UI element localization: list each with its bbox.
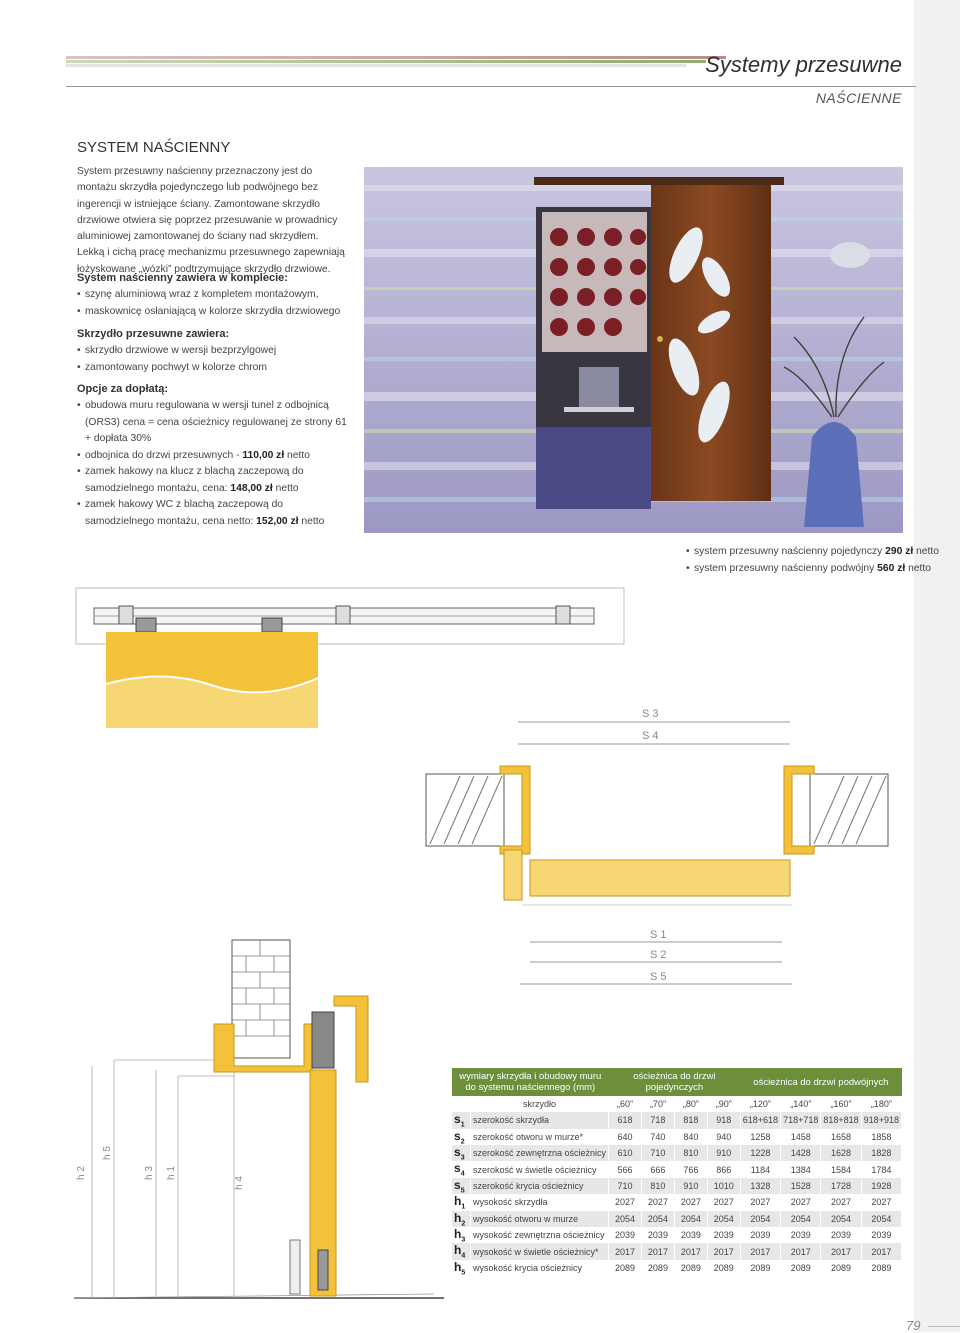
table-cell: 910 [674, 1178, 707, 1194]
dim-label-s4: S 4 [642, 730, 659, 742]
list-item [77, 464, 349, 497]
table-cell: 810 [641, 1178, 674, 1194]
table-cell: 1858 [861, 1129, 901, 1145]
symbol-letter: s [454, 1112, 461, 1127]
table-cell: „140” [781, 1096, 821, 1112]
table-cell: „70” [641, 1096, 674, 1112]
symbol-letter: h [454, 1243, 462, 1258]
list-item: • maskownicę osłaniającą w kolorze skrzydła drzwiowego [77, 304, 349, 321]
table-cell: 2017 [674, 1243, 707, 1259]
table-cell: 740 [641, 1129, 674, 1145]
symbol-letter: s [454, 1145, 461, 1160]
table-cell: 2039 [609, 1227, 642, 1243]
table-cell-symbol [452, 1129, 471, 1145]
table-cell-symbol [452, 1243, 471, 1259]
table-cell: „120” [740, 1096, 780, 1112]
table-cell: 2039 [740, 1227, 780, 1243]
table-cell: 1584 [821, 1161, 861, 1177]
table-cell: 2027 [609, 1194, 642, 1210]
side-section-drawing [74, 920, 444, 1304]
table-cell: 2089 [821, 1260, 861, 1276]
table-cell-symbol [452, 1194, 471, 1210]
dim-label-h5: h 5 [102, 1146, 113, 1160]
table-row [452, 1129, 902, 1145]
table-cell: 2054 [609, 1211, 642, 1227]
table-row [452, 1112, 902, 1128]
kit-heading: System naścienny zawiera w komplecie: [77, 272, 288, 284]
table-cell: 2054 [861, 1211, 901, 1227]
symbol-letter: s [454, 1161, 461, 1176]
table-cell: 1184 [740, 1161, 780, 1177]
table-cell: 566 [609, 1161, 642, 1177]
price-value: 560 zł [877, 563, 906, 574]
table-cell: 1428 [781, 1145, 821, 1161]
option-text: zamek hakowy WC z blachą zaczepową do samodzielnego montażu, cena netto: [85, 499, 284, 527]
dimensions-table [452, 1068, 902, 1276]
symbol-index: 4 [460, 1170, 465, 1178]
table-cell: 2017 [821, 1243, 861, 1259]
symbol-index: 3 [460, 1154, 465, 1162]
page-subtitle: NAŚCIENNE [815, 90, 902, 106]
table-cell: „160” [821, 1096, 861, 1112]
table-cell: 2039 [641, 1227, 674, 1243]
symbol-letter: h [454, 1210, 462, 1225]
table-cell: 2054 [781, 1211, 821, 1227]
option-suffix: netto [272, 482, 299, 494]
table-cell: 2054 [674, 1211, 707, 1227]
table-cell: 1384 [781, 1161, 821, 1177]
table-cell: 2054 [821, 1211, 861, 1227]
symbol-index: 1 [460, 1121, 465, 1129]
table-cell: 666 [641, 1161, 674, 1177]
symbol-letter: s [454, 1177, 461, 1192]
table-cell: 2039 [707, 1227, 740, 1243]
price-suffix: netto [913, 546, 939, 557]
options-list [77, 398, 349, 530]
price-list [686, 543, 939, 577]
table-cell: 2027 [861, 1194, 901, 1210]
dim-label-h2: h 2 [76, 1166, 87, 1180]
header-band-1 [66, 56, 726, 59]
table-cell: 2039 [781, 1227, 821, 1243]
table-cell: 2027 [641, 1194, 674, 1210]
table-cell: 2089 [674, 1260, 707, 1276]
table-cell: 818+818 [821, 1112, 861, 1128]
table-cell: 2039 [861, 1227, 901, 1243]
list-item [77, 448, 349, 465]
table-cell: 818 [674, 1112, 707, 1128]
table-cell: 2089 [609, 1260, 642, 1276]
price-value: 290 zł [885, 546, 914, 557]
list-item [77, 398, 349, 448]
header-band-2 [66, 60, 706, 63]
list-item [686, 543, 939, 560]
table-row [452, 1161, 902, 1177]
table-cell: 710 [641, 1145, 674, 1161]
option-suffix: netto [298, 515, 325, 527]
table-row [452, 1211, 902, 1227]
page-number: 79 [906, 1318, 921, 1333]
table-header-single: ościeżnica do drzwi pojedynczych [609, 1068, 741, 1096]
table-cell-symbol [452, 1178, 471, 1194]
table-cell: 1828 [861, 1145, 901, 1161]
table-cell: 2027 [674, 1194, 707, 1210]
table-cell: 910 [707, 1145, 740, 1161]
table-cell-symbol [452, 1211, 471, 1227]
table-cell-label: wysokość skrzydła [471, 1194, 609, 1210]
options-heading: Opcje za dopłatą: [77, 383, 169, 395]
table-cell-symbol [452, 1260, 471, 1276]
list-item: • skrzydło drzwiowe w wersji bezprzylgowej [77, 343, 349, 360]
list-item: • szynę aluminiową wraz z kompletem montażowym, [77, 287, 349, 304]
table-cell: 1228 [740, 1145, 780, 1161]
table-cell: 2089 [707, 1260, 740, 1276]
table-cell: 1328 [740, 1178, 780, 1194]
option-text: zamek hakowy na klucz z blachą zaczepową do samodzielnego montażu, cena: [85, 466, 304, 494]
table-cell: 918 [707, 1112, 740, 1128]
table-cell-label: szerokość zewnętrzna ościeżnicy [471, 1145, 609, 1161]
table-cell-label: szerokość w świetle ościeżnicy [471, 1161, 609, 1177]
table-cell: 2039 [821, 1227, 861, 1243]
table-cell: 710 [609, 1178, 642, 1194]
table-cell: 2039 [674, 1227, 707, 1243]
leaf-list [77, 343, 349, 376]
symbol-index: 4 [461, 1252, 466, 1260]
dim-label-h1: h 1 [166, 1166, 177, 1180]
table-cell: 2017 [609, 1243, 642, 1259]
table-cell: „180” [861, 1096, 901, 1112]
frame-top-section-drawing [420, 700, 896, 910]
table-cell-symbol [452, 1112, 471, 1128]
table-row-sizes [452, 1096, 902, 1112]
symbol-index: 5 [460, 1187, 465, 1195]
table-cell: 2054 [641, 1211, 674, 1227]
table-cell: 1628 [821, 1145, 861, 1161]
system-heading: SYSTEM NAŚCIENNY [77, 139, 231, 156]
table-cell: „80” [674, 1096, 707, 1112]
table-row [452, 1260, 902, 1276]
table-cell: 610 [609, 1145, 642, 1161]
table-header-double: ościeżnica do drzwi podwójnych [740, 1068, 901, 1096]
table-cell: 1258 [740, 1129, 780, 1145]
table-cell: 840 [674, 1129, 707, 1145]
table-cell: 918+918 [861, 1112, 901, 1128]
dim-label-s1: S 1 [650, 929, 667, 941]
table-cell: 2017 [707, 1243, 740, 1259]
table-cell: 2089 [740, 1260, 780, 1276]
table-cell-symbol [452, 1227, 471, 1243]
page-number-rule [928, 1326, 960, 1327]
table-cell: 618+618 [740, 1112, 780, 1128]
table-header-dimensions: wymiary skrzydła i obudowy muru do systemu naściennego (mm) [452, 1068, 609, 1096]
table-cell: 618 [609, 1112, 642, 1128]
table-cell: 2017 [781, 1243, 821, 1259]
title-rule [66, 86, 916, 87]
table-cell: „90” [707, 1096, 740, 1112]
table-cell: 1928 [861, 1178, 901, 1194]
table-cell: 640 [609, 1129, 642, 1145]
intro-text: System przesuwny naścienny przeznaczony jest do montażu skrzydła pojedynczego lub podwójnego bez ingerencji w istniejące ściany. Zamontowane skrzydło drzwiowe otwiera się poprzez przesuwanie w prowadnicy aluminiowej zamontowanej do ściany nad skrzydłem. Lekką i cichą pracę mechanizmu przesuwnego zapewniają łożyskowane „wózki” podtrzymujące skrzydło drzwiowe. [77, 166, 345, 275]
table-cell: 940 [707, 1129, 740, 1145]
table-row [452, 1227, 902, 1243]
list-item: • zamontowany pochwyt w kolorze chrom [77, 360, 349, 377]
price-suffix: netto [905, 563, 931, 574]
option-suffix: netto [284, 449, 310, 461]
symbol-index: 2 [461, 1220, 466, 1228]
table-cell-label: szerokość otworu w murze* [471, 1129, 609, 1145]
symbol-index: 5 [461, 1269, 466, 1277]
table-cell-leaf-label: skrzydło [471, 1096, 609, 1112]
price-text: system przesuwny naścienny podwójny [694, 563, 878, 574]
symbol-letter: s [454, 1128, 461, 1143]
table-cell: 2054 [707, 1211, 740, 1227]
table-cell: 2027 [781, 1194, 821, 1210]
table-row [452, 1145, 902, 1161]
table-header-row [452, 1068, 902, 1096]
table-row [452, 1194, 902, 1210]
frame-bottom-dimensions [520, 920, 792, 990]
table-cell: 1658 [821, 1129, 861, 1145]
symbol-index: 2 [460, 1138, 465, 1146]
table-cell: 718+718 [781, 1112, 821, 1128]
table-cell: 2089 [781, 1260, 821, 1276]
table-cell-label: szerokość krycia ościeżnicy [471, 1178, 609, 1194]
table-cell: 2027 [740, 1194, 780, 1210]
table-cell: 1728 [821, 1178, 861, 1194]
list-item [686, 560, 939, 577]
table-cell: 810 [674, 1145, 707, 1161]
table-row [452, 1243, 902, 1259]
dim-label-h3: h 3 [144, 1166, 155, 1180]
table-cell: 2027 [821, 1194, 861, 1210]
option-price: 148,00 zł [230, 482, 273, 494]
table-cell-label: szerokość skrzydła [471, 1112, 609, 1128]
symbol-index: 3 [461, 1236, 466, 1244]
table-cell-symbol [452, 1145, 471, 1161]
option-price: 152,00 zł [256, 515, 299, 527]
kit-list [77, 287, 349, 320]
page-title: Systemy przesuwne [705, 52, 902, 77]
dim-label-s3: S 3 [642, 708, 659, 720]
dim-label-s2: S 2 [650, 949, 667, 961]
table-cell: 766 [674, 1161, 707, 1177]
table-cell: „60” [609, 1096, 642, 1112]
dim-label-s5: S 5 [650, 971, 667, 983]
symbol-letter: h [454, 1227, 462, 1242]
table-cell-label: wysokość zewnętrzna ościeżnicy [471, 1227, 609, 1243]
table-cell: 866 [707, 1161, 740, 1177]
table-cell: 2027 [707, 1194, 740, 1210]
table-cell-label: wysokość w świetle ościeżnicy* [471, 1243, 609, 1259]
dim-label-h4: h 4 [234, 1176, 245, 1190]
symbol-letter: h [454, 1194, 462, 1209]
leaf-heading: Skrzydło przesuwne zawiera: [77, 328, 230, 340]
table-cell-label: wysokość otworu w murze [471, 1211, 609, 1227]
table-cell: 2017 [861, 1243, 901, 1259]
table-cell: 2017 [641, 1243, 674, 1259]
option-price: 110,00 zł [242, 449, 285, 461]
door-photo [364, 167, 903, 533]
list-item [77, 497, 349, 530]
table-cell-symbol [452, 1161, 471, 1177]
table-cell: 1458 [781, 1129, 821, 1145]
table-cell [452, 1096, 471, 1112]
side-strip [914, 0, 960, 1332]
table-cell: 2054 [740, 1211, 780, 1227]
header-band-3 [66, 64, 686, 67]
table-cell: 2017 [740, 1243, 780, 1259]
price-text: system przesuwny naścienny pojedynczy [694, 546, 886, 557]
table-cell: 2089 [641, 1260, 674, 1276]
symbol-letter: h [454, 1259, 462, 1274]
option-text: odbojnica do drzwi przesuwnych - [85, 449, 243, 461]
table-cell-label: wysokość krycia ościeżnicy [471, 1260, 609, 1276]
table-cell: 2089 [861, 1260, 901, 1276]
symbol-index: 1 [461, 1203, 466, 1211]
table-cell: 718 [641, 1112, 674, 1128]
table-cell: 1010 [707, 1178, 740, 1194]
table-cell: 1784 [861, 1161, 901, 1177]
table-cell: 1528 [781, 1178, 821, 1194]
option-text: obudowa muru regulowana w wersji tunel z odbojnicą (ORS3) cena = cena ościeżnicy regulowanej ze strony 61 + dopłata 30% [85, 400, 347, 444]
table-row [452, 1178, 902, 1194]
